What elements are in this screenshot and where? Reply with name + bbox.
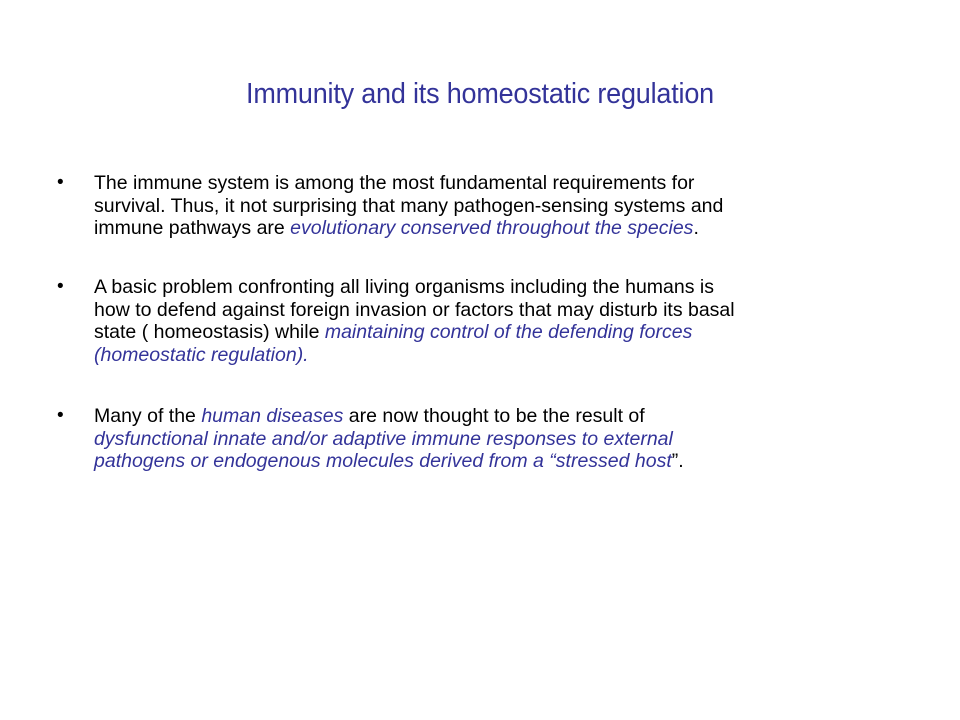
text-run: are now thought to be the result of (343, 405, 645, 427)
bullet-line (94, 217, 894, 240)
text-run: immune pathways are (94, 217, 291, 239)
emphasis-text: maintaining control of the defending forces (324, 321, 693, 343)
bullet-icon: • (57, 276, 64, 297)
text-run: . (693, 217, 699, 239)
bullet-line (94, 321, 894, 344)
emphasis-text: pathogens or endogenous molecules derived from a “stressed host (94, 450, 672, 472)
bullet-line: how to defend against foreign invasion or factors that may disturb its basal (94, 298, 735, 321)
text-run: Many of the (94, 405, 202, 427)
bullet-icon: • (57, 172, 64, 193)
bullet-line (94, 405, 894, 428)
bullet-icon: • (57, 405, 64, 426)
bullet-line: The immune system is among the most fundamental requirements for (94, 172, 695, 194)
bullet-line: (homeostatic regulation). (94, 343, 309, 366)
slide-title: Immunity and its homeostatic regulation (246, 78, 714, 110)
bullet-line: survival. Thus, it not surprising that many pathogen-sensing systems and (94, 194, 724, 217)
bullet-line: dysfunctional innate and/or adaptive immune responses to external (94, 427, 673, 450)
bullet-line (94, 450, 894, 473)
emphasis-text: evolutionary conserved throughout the species (290, 217, 694, 239)
bullet-text (94, 172, 894, 240)
bullet-text (94, 405, 894, 473)
bullet-text (94, 276, 894, 366)
bullet-line: A basic problem confronting all living organisms including the humans is (94, 276, 714, 298)
text-run: state ( homeostasis) while (94, 321, 325, 343)
text-run: ”. (671, 450, 684, 472)
emphasis-text: human diseases (201, 405, 344, 427)
